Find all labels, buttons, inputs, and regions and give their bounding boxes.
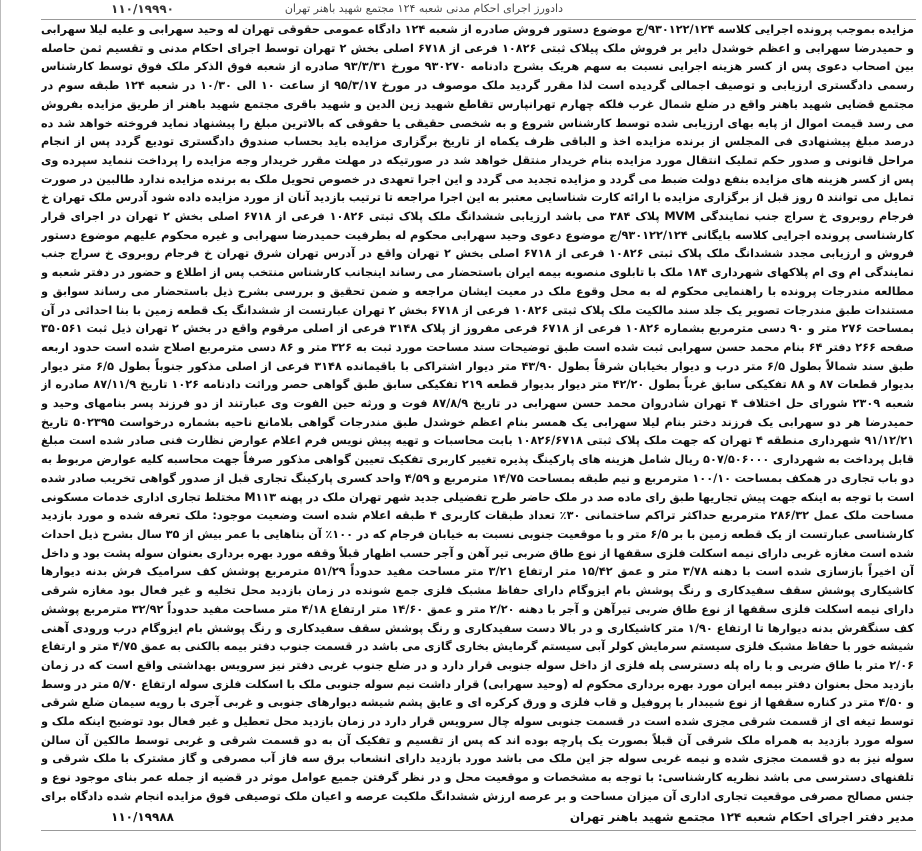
header-title: دادورز اجرای احکام مدنی شعبه ۱۲۴ مجتمع شهید باهنر تهران [284, 2, 563, 15]
page-header [1, 0, 922, 20]
notice-footer [41, 808, 914, 830]
auction-notice-body: مزایده بموجب پرونده اجرایی کلاسه ۹۳۰۱۲۲/۱۲۴/ج موضوع دستور فروش صادره از شعبه ۱۲۴ دادگاه عمومی حقوقی تهران له وحید سهرابی و علیه لیلا سهرابی و حمیدرضا سهرابی و اعظم خوشدل دایر بر فروش ملک پیلاک ثبتی ۱۰۸۲۶ فرعی از ۶۷۱۸ اصلی بخش ۲ تهران توسط اجرای احکام مدنی و تقسیم ثمن حاصله بین اصحاب دعوی پس از کسر هزینه اجرایی نسبت به سهم هریک بشرح دادنامه ۹۳۰۲۷۰ مورخ ۹۳/۳/۳۱ صادره از شعبه فوق الذکر ملک فوق توسط کارشناس رسمی دادگستری ارزیابی و توصیف اجمالی گردیده است لذا مقرر گردید ملک موصوف در مورخ ۹۵/۳/۱۷ از ساعت ۱۰ الی ۱۰/۳۰ در شعبه ۱۲۴ طبقه سوم در مجتمع قضایی شهید باهنر واقع در ضلع شمال غرب فلکه چهارم تهرانپارس تقاطع شهید زین الدین و شهید باقری مجتمع شهید باهنر از طریق مزایده بفروش می رسد قیمت اموال از پایه بهای ارزیابی شده توسط کارشناس شروع و به شخصی حقیقی یا حقوقی که بالاترین مبلغ را پیشنهاد نماید فروخته خواهد شد ده درصد مبلغ پیشنهادی فی المجلس از برنده مزایده اخذ و الباقی ظرف یکماه از تاریخ برگزاری مزایده باید بحساب صندوق دادگستری تودیع گردد پس از انجام مراحل قانونی و صدور حکم تملیک انتقال مورد مزایده بنام خریدار منتقل خواهد شد در صورتیکه در مهلت مقرر خریدار وجه مزایده را پرداخت ننماید سپرده وی پس از کسر هزینه های مزایده بنفع دولت ضبط می گردد و مزایده تجدید می گردد و این اجرا تعهدی در خصوص تحویل ملک به برنده مزایده ندارد طالبین در صورت تمایل می توانند ۵ روز قبل از برگزاری مزایده با ارائه کارت شناسایی معتبر به این اجرا مراجعه تا ترتیب بازدید آنان از مورد مزایده داده شود آدرس ملک تهران خ فرجام روبروی خ سراج جنب نمایندگی MVM پلاک ۳۸۴ می باشد ارزیابی ششدانگ ملک پلاک ثبتی ۱۰۸۲۶ فرعی از ۶۷۱۸ اصلی بخش ۲ تهران در اجرای قرار کارشناسی پرونده اجرایی کلاسه بایگانی ۹۳۰۱۲۲/۱۲۴/ج موضوع دعوی وحید سهرابی محکوم له بطرفیت حمیدرضا سهرابی و غیره محکوم علیهم موضوع دستور فروش و ارزیابی مجدد ششدانگ ملک پلاک ثبتی ۱۰۸۲۶ فرعی از ۶۷۱۸ اصلی بخش ۲ تهران واقع در آدرس تهران شرق تهران خ فرجام روبروی خ سراج جنب نمایندگی ام وی ام پلاکهای شهرداری ۱۸۴ ملک با تابلوی منصوبه بیمه ایران باستحضار می رساند اینجانب کارشناس منتخب پس از اطلاع و حضور در دفتر شعبه و مطالعه مندرجات پرونده با راهنمایی محکوم له به محل وقوع ملک در معیت ایشان مراجعه و ضمن تحقیق و بررسی بشرح ذیل باستحضار می رساند سوابق و مستندات طبق مندرجات تصویر یک جلد سند مالکیت ملک پلاک ثبتی ۱۰۸۲۶ فرعی از ۶۷۱۸ بخش ۲ تهران عبارتست از ششدانگ یک قطعه زمین با بنا احداثی در آن بمساحت ۲۷۶ متر و ۹۰ دسی مترمربع بشماره ۱۰۸۲۶ فرعی از ۶۷۱۸ فرعی مفروز از پلاک ۳۱۴۸ فرعی از اصلی مرقوم واقع در بخش ۲ تهران ذیل ثبت ۳۵۰۵۶۱ صفحه ۲۶۶ دفتر ۶۴ بنام محمد حسن سهرابی ثبت شده است طبق توضیحات سند مساحت مورد ثبت به ۳۲۶ متر و ۸۶ دسی مترمربع اصلاح شده است حدود اربعه طبق سند شمالاً بطول ۶/۵ متر درب و دیوار بخیابان شرقاً بطول ۴۳/۹۰ متر دیوار اشتراکی با باقیمانده ۳۱۴۸ فرعی از اصلی مذکور جنوباً بطول ۶/۵ متر دیوار بدیوار قطعات ۸۷ و ۸۸ تفکیکی سابق غرباً بطول ۴۲/۲۰ متر دیوار بدیوار قطعه ۲۱۹ تفکیکی سابق طبق گواهی حصر وراثت دادنامه ۱۰۲۶ تاریخ ۸۷/۱۱/۹ صادره از شعبه ۲۳۰۹ شورای حل اختلاف ۴ تهران شادروان محمد حسن سهرابی در تاریخ ۸۷/۸/۹ فوت و ورثه حین الفوت وی عبارتند از دو فرزند پسر بنامهای وحید و حمیدرضا هر دو سهرابی یک فرزند دختر بنام لیلا سهرابی یک همسر بنام اعظم خوشدل طبق مندرجات گواهی بلامانع ناحیه بشماره درخواست ۵۰۲۳۹۵ تاریخ ۹۱/۱۲/۲۱ شهرداری منطقه ۴ تهران که جهت ملک پلاک ثبتی ۱۰۸۲۶/۶۷۱۸ بابت محاسبات و تهیه پیش نویس فرم اعلام عوارض نظارت فنی صادر شده است مبلغ قابل پرداخت به شهرداری ۵۰۷/۵۰۶۰۰۰ ریال شامل هزینه های پارکینگ پذیره تغییر کاربری تفکیک تعیین گواهی مذکور صرفاً جهت محاسبه کلیه عوارض مربوط به دو باب تجاری در همکف بمساحت ۱۰۰/۱۰ مترمربع و نیم طبقه بمساحت ۱۴/۷۵ مترمربع و ۴/۵۹ واحد کسری پارکینگ تجاری قبل از صدور گواهی تخریب صادر شده است با توجه به اینکه جهت پیش تجاریها طبق رای ماده صد در ملک حاضر طرح تفضیلی جدید شهر تهران ملک در پهنه M۱۱۳ مختلط تجاری اداری خدمات مسکونی مساحت ملک عمل ۲۸۶/۳۲ مترمربع حداکثر تراکم ساختمانی ۳۰٪ تعداد طبقات کاربری ۴ طبقه اعلام شده است وضعیت موجود: ملک تعرفه شده و مورد بازدید کارشناسی عبارتست از یک قطعه زمین با بر ۶/۵ متر و با موقعیت جنوبی نسبت به خیابان فرجام که در ۱۰۰٪ آن بناهایی با عمر بیش از ۳۵ سال بشرح ذیل احداث شده است مغازه غربی دارای نیمه اسکلت فلزی سقفها از نوع طاق ضربی تیر آهن و آجر حسب اظهار قبلاً وقفه مورد بهره برداری بعنوان سوله پشت بود و داخل آن اخیراً بازسازی شده است با دهنه ۳/۷۸ متر و عمق ۱۵/۴۲ متر ارتفاع ۳/۲۱ متر مساحت مفید حدوداً ۵۱/۲۹ مترمربع پوشش کف سرامیک فرش بدنه دیوارها کاشیکاری پوشش سقف سفیدکاری و رنگ پوشش بام ایزوگام دارای حفاظ مشبک فلزی جمع شونده در زمان بازدید محل تخلیه و غیر فعال بود مغازه شرقی دارای نیمه اسکلت فلزی سقفها از نوع طاق ضربی تیرآهن و آجر با دهنه ۲/۲۰ متر و عمق ۱۴/۶۰ متر ارتفاع ۴/۱۸ متر مساحت مفید حدوداً ۳۲/۹۲ مترمربع پوشش کف سنگفرش بدنه دیوارها تا ارتفاع ۱/۹۰ متر کاشیکاری و در بالا دست سفیدکاری و رنگ پوشش سقف سفیدکاری و رنگ پوشش بام ایزوگام درب ورودی آهنی شیشه خور با حفاظ مشبک فلزی سیستم سرمایش کولر آبی سیستم گرمایش بخاری گازی می باشد در قسمت جنوب دفتر بیمه بالکنی به عمق ۴/۷۵ متر و ارتفاع ۲/۰۶ متر با طاق ضربی و با راه پله دسترسی پله فلزی از داخل سوله جنوبی قرار دارد و در ضلع جنوب غربی دفتر نیز سرویس بهداشتی واقع است که در زمان بازدید محل بعنوان دفتر بیمه ایران مورد بهره برداری محکوم له (وحید سهرابی) قرار داشت نیم سوله جنوبی ملک با اسکلت فلزی سوله ارتفاع ۵/۷۰ متر در وسط و ۴/۵۰ متر در کناره سقفها از نوع شیبدار با پروفیل و قاب فلزی و ورق کرکره ای و عایق پشم شیشه دیوارهای جنوبی و غربی آجری با رویه سیمان ضلع شرقی توسط تیغه ای از قسمت شرقی مجزی شده است در قسمت جنوبی سوله چال سرویس قرار دارد در زمان بازدید محل تعطیل و غیر فعال بود توضیح اینکه ملک و سوله مورد بازدید به همراه ملک شرقی آن قبلاً بصورت یک پارچه بوده اند که پس از تقسیم و تفکیک آن به دو قسمت شرقی و غربی توسط مالکین آن سالن سوله نیز به دو قسمت مجزی شده و نیمه غربی سوله جز این ملک می باشد مورد بازدید دارای انشعاب برق سه فاز آب مصرفی و گاز مشترک با ملک شرقی و تلفنهای دسترسی می باشد نظریه کارشناسی: با توجه به مشخصات و موقعیت محل و در نظر گرفتن جمیع عوامل موثر در قضیه از جمله عمر بنای موجود نوع و جنس مصالح مصرفی موقعیت تجاری اداری آن میزان مساحت و بر عرصه ارزش ششدانگ ملکیت عرصه و اعیان ملک توصیفی فوق مزایده انجام شده دادگاه برای [41, 23, 914, 803]
footer-divider [41, 830, 916, 831]
header-divider [41, 19, 916, 20]
footer-notice-code: ۱۱۰/۱۹۹۸۸ [111, 810, 174, 824]
header-notice-code: ۱۱۰/۱۹۹۹۰ [111, 2, 174, 16]
notice-signature: مدیر دفتر اجرای احکام شعبه ۱۲۴ مجتمع شهید باهنر تهران [569, 810, 914, 824]
